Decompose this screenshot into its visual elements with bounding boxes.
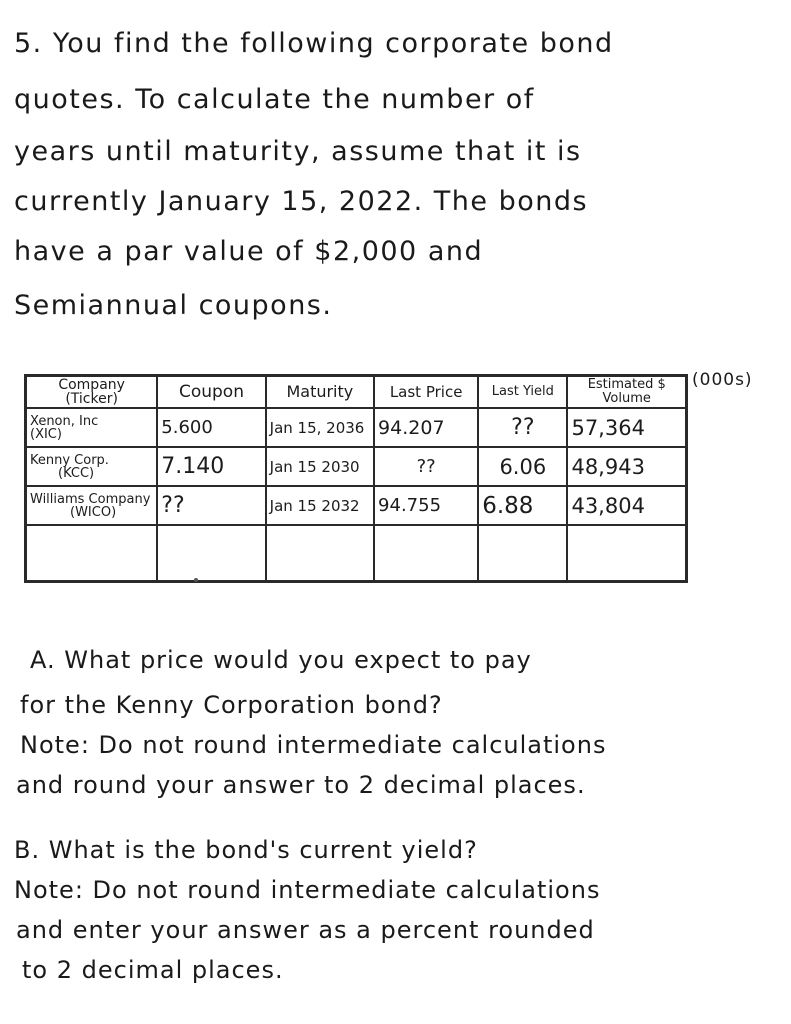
part-b-line-2: Note: Do not round intermediate calculations [14,876,601,904]
bond-quotes-table [24,374,688,583]
company-name: Williams Company [30,491,151,507]
volume-cell: 48,943 [567,447,686,486]
table-header-row [26,376,687,409]
header-last-price: Last Price [374,376,478,409]
table-row-empty [26,525,687,582]
intro-line-4: currently January 15, 2022. The bonds [14,186,589,217]
last-yield-cell: ?? [478,408,567,447]
table-row [26,486,687,525]
volume-cell: 43,804 [567,486,686,525]
last-price-cell: 94.755 [374,486,478,525]
header-last-yield: Last Yield [478,376,567,409]
intro-line-3: years until maturity, assume that it is [14,136,582,167]
company-cell [26,447,158,486]
intro-line-2: quotes. To calculate the number of [14,84,535,115]
volume-units-note: (000s) [692,370,753,390]
last-yield-cell: 6.06 [478,447,567,486]
company-name: Kenny Corp. [30,452,109,468]
header-company: Company (Ticker) [26,376,158,409]
header-maturity: Maturity [266,376,374,409]
company-cell [26,486,158,525]
part-a-line-1: A. What price would you expect to pay [30,646,532,674]
company-ticker: (XIC) [30,426,62,442]
part-a-line-4: and round your answer to 2 decimal places. [16,771,586,799]
part-b-line-3: and enter your answer as a percent rounded [16,916,595,944]
company-cell [26,408,158,447]
company-ticker: (WICO) [70,504,117,520]
part-a-line-3: Note: Do not round intermediate calculations [20,731,607,759]
maturity-cell: Jan 15 2030 [266,447,374,486]
coupon-cell: 5.600 [157,408,265,447]
part-b-line-4: to 2 decimal places. [22,956,284,984]
last-price-cell: 94.207 [374,408,478,447]
header-coupon: Coupon [157,376,265,409]
pencil-dot [194,578,198,582]
part-b-line-1: B. What is the bond's current yield? [14,836,478,864]
intro-line-1: 5. You find the following corporate bond [14,28,614,59]
intro-line-6: Semiannual coupons. [14,290,333,321]
last-yield-cell: 6.88 [478,486,567,525]
coupon-cell: ?? [157,486,265,525]
table-row [26,408,687,447]
last-price-cell: ?? [374,447,478,486]
company-name: Xenon, Inc [30,413,99,429]
table-row [26,447,687,486]
maturity-cell: Jan 15 2032 [266,486,374,525]
maturity-cell: Jan 15, 2036 [266,408,374,447]
coupon-cell: 7.140 [157,447,265,486]
volume-cell: 57,364 [567,408,686,447]
header-volume: Estimated $ Volume [567,376,686,409]
company-ticker: (KCC) [58,465,95,481]
intro-line-5: have a par value of $2,000 and [14,236,484,267]
part-a-line-2: for the Kenny Corporation bond? [20,691,443,719]
